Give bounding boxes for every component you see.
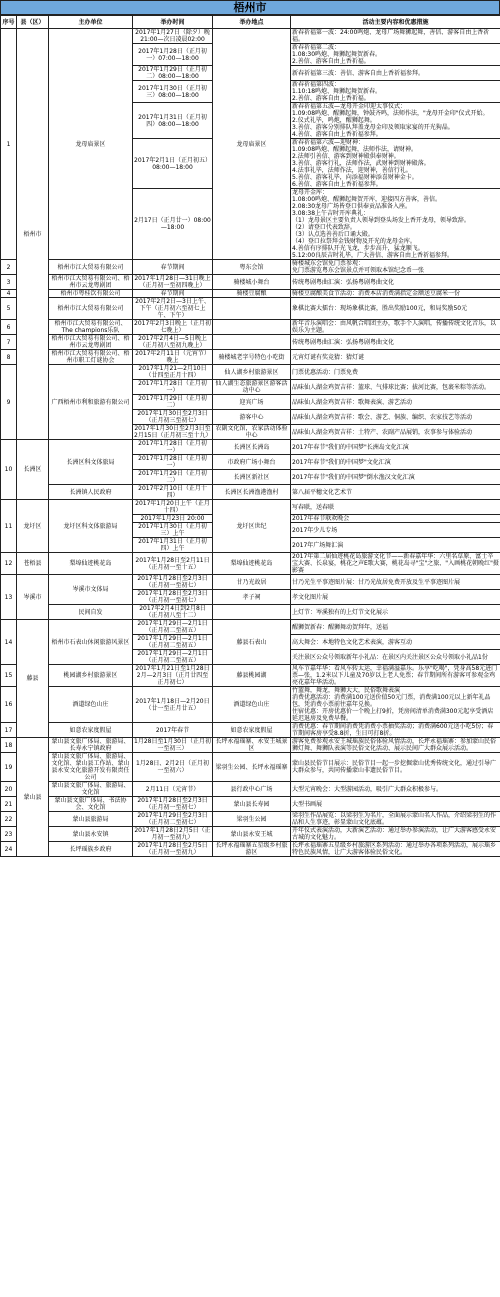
time-cell: 2017年2月2日—3日上午、下午（正月初六至初七上午、下午） bbox=[133, 298, 213, 320]
org-cell: 蒙山县文旅广体局、旅游局、文化馆 bbox=[49, 782, 133, 797]
county-cell: 苍梧县 bbox=[17, 553, 49, 575]
table-row bbox=[1, 275, 500, 290]
table-row bbox=[1, 723, 500, 738]
time-cell: 2017年1月29日（正月初二） bbox=[133, 470, 213, 485]
schedule-table bbox=[0, 15, 500, 857]
content-cell: 蒙山县民俗节目展示：民俗节目一起一步挖掘蒙山优秀传统文化，通过引导广大群众参与，共同传播蒙山非遗民俗节目。 bbox=[291, 753, 500, 782]
content-cell: 关注景区公众号领取新年小礼品：在景区内关注景区公众号领取小礼品1份 bbox=[291, 650, 500, 665]
seq-cell: 23 bbox=[1, 827, 17, 842]
seq-cell: 8 bbox=[1, 350, 17, 365]
content-cell: 长坪永福瑶寨五星级乡村旅游区系列活动：通过举办各项系列活动，展示瑶乡特色民族风情，让广大游客体验民俗文化。 bbox=[291, 842, 500, 857]
time-cell: 1月28日、2月2日（正月初一至初六） bbox=[133, 753, 213, 782]
time-cell: 2017年1月28日至2月3日（正月初一至初七） bbox=[133, 590, 213, 605]
time-cell: 2017年1月29日—2月1日（正月初二至初五） bbox=[133, 620, 213, 635]
org-cell: 蒙山县文旅广体局、书法协会、文化馆 bbox=[49, 797, 133, 812]
schedule-body bbox=[1, 29, 500, 857]
place-cell: 长坪永福瑶寨五星级乡村旅游区 bbox=[213, 842, 291, 857]
time-cell: 2017年1月31日（正月初四）08:00—18:00 bbox=[133, 103, 213, 139]
content-cell: 大型元宵晚会：大型游园活动，吸引广大群众积极参与。 bbox=[291, 782, 500, 797]
seq-cell: 4 bbox=[1, 290, 17, 298]
seq-cell: 9 bbox=[1, 365, 17, 440]
seq-cell: 7 bbox=[1, 335, 17, 350]
seq-cell: 2 bbox=[1, 260, 17, 275]
content-cell: 大型书画展 bbox=[291, 797, 500, 812]
time-cell: 2017年1月31日（正月初四）上午 bbox=[133, 538, 213, 553]
org-cell: 梧州市江大贸易有限公司、梧州市云龙粤剧团 bbox=[49, 335, 133, 350]
content-cell: 品味仙人湖金鸡贺吉祥：土特产、农副产品展销，农事参与体验活动 bbox=[291, 425, 500, 440]
org-cell: 岑溪市文体局 bbox=[49, 575, 133, 605]
county-cell: 蒙山县 bbox=[17, 738, 49, 857]
time-cell: 2017年2月3日晚上（正月初七晚上） bbox=[134, 320, 211, 334]
content-cell: 2017年少儿专场 bbox=[291, 523, 500, 538]
time-cell: 2017年1月28日（正月初一）07:00—18:00 bbox=[133, 44, 213, 66]
seq-cell: 15 bbox=[1, 665, 17, 687]
content-cell: 新春祈福第六波—迎财神： 1.09:08鸣炮、醒狮起舞，法师作法，请财神。 2.法师引善信、游客到财神殿供奉财神。 3.善信、游客行礼，法师作法，武财神到财神殿落。 4.法事礼毕，法师作法，迎财神，善信行礼。 5.善信、游客礼毕，向添福财神添喜财神金卡。 6.善信、游客自由上香祈福参拜。 bbox=[291, 139, 500, 189]
time-cell: 2017年2月4日—5日晚上（正月初八至初九晚上） bbox=[133, 335, 213, 350]
time-cell: 2017年1月28日（正月初一） bbox=[133, 440, 213, 455]
content-cell: 传统粤剧粤曲汇演：弘扬粤剧粤曲文化 bbox=[291, 335, 500, 350]
table-row bbox=[1, 620, 500, 635]
content-cell: 消费优惠：春节期间消费凭消费小票抽奖活动；消费满600元送小吃5份；春节期间客房享受8.8折，生日可打8折。 bbox=[291, 723, 500, 738]
seq-cell: 20 bbox=[1, 782, 17, 797]
content-cell: 新春祈福第二波： 1.08:30鸣炮、舞狮起舞贺新春。 2.善信、游客自由上香祈福。 bbox=[291, 44, 500, 66]
org-cell: 蒙山县永安镇 bbox=[49, 827, 133, 842]
content-cell: 新春祈福第三波：善信、游客自由上香祈福参拜。 bbox=[291, 66, 500, 81]
org-cell: 桃园湖乡村旅游景区 bbox=[49, 665, 133, 687]
table-row bbox=[1, 365, 500, 380]
place-cell: 甘乃光故居 bbox=[213, 575, 291, 590]
place-cell: 藤县桃园湖 bbox=[213, 665, 291, 687]
org-cell: 梨埠仙迹桃花岛 bbox=[49, 553, 133, 575]
org-cell: 梧州市江大贸易有限公司、The champions乐队 bbox=[49, 320, 133, 335]
content-cell: 2017年春节联欢晚会 bbox=[291, 515, 500, 523]
county-cell: 龙圩区 bbox=[17, 500, 49, 553]
place-cell: 迎宾广场 bbox=[213, 395, 291, 410]
place-cell: 游客中心 bbox=[213, 410, 291, 425]
seq-cell: 17 bbox=[1, 723, 17, 738]
content-cell: 2017年第二届仙迹桃花岛旅游文化节——新春嘉年华：六里名草原、富士辛宝大赛、长泉宴，桃花之声E歌大赛，桃花岛寻"宝"之旅、"入画桃花朝晚红"摄影赛 bbox=[292, 553, 499, 574]
time-cell: 2017年1月21—2月10日（廿四至正月十四） bbox=[133, 365, 213, 380]
place-cell bbox=[213, 320, 291, 335]
place-cell: 骑楼城小舞台 bbox=[213, 275, 291, 290]
content-cell: 2017年广场舞汇演 bbox=[291, 538, 500, 553]
place-cell: 蒙山县永安王城 bbox=[213, 827, 291, 842]
place-cell bbox=[213, 605, 291, 620]
content-cell: 第八届平穗文化艺术节 bbox=[291, 485, 500, 500]
time-cell: 2017年1月28日—31日晚上（正月初一至初四晚上） bbox=[134, 275, 211, 289]
time-cell: 2017年1月28日（正月初一） bbox=[133, 455, 213, 470]
org-cell: 如意农家度假屋 bbox=[49, 723, 133, 738]
content-cell: 龙母开金库： 1.08:00鸣炮、醒狮起舞贺开库，迎接四方善客，善信。 2.08:30龙母广场皆登口供奉贡品准备入座。 3.08:38上午吉时开库典礼： （1）龙母景区主要负责人领导到登头场发上香开龙母，领导致辞。 （2）请登口代表致辞。 （3）认点选善善后口诵大殿。 （4）登口拉祭拜金钱财物及开光的龙母金库。 4.善信有序排队开光飞龙，步步高升，猛龙顺飞。 5.12:00良辰吉时礼毕，广大善信、游客自由上香祈福参拜。 bbox=[291, 189, 500, 260]
content-cell: 2017年春节"我们的中国梦"长洲岛文化汇演 bbox=[291, 440, 500, 455]
place-cell: 龙母庙景区 bbox=[213, 29, 291, 260]
seq-cell: 21 bbox=[1, 797, 17, 812]
time-cell: 2017年1月30日（正月初三）08:00—18:00 bbox=[133, 81, 213, 103]
place-cell: 梁羽生公园、长坪永福瑶寨 bbox=[213, 753, 291, 782]
time-cell: 2017年1月29日—2月1日（正月初二至初五） bbox=[133, 650, 213, 665]
content-cell: 游客免费参观永安王城瑶族民俗体验风情活动，长坪永福瑶寨：参加蒙山民俗狮灯舞、舞狮队表演等民俗文化活动、展示民间广大群众展示活动。 bbox=[291, 738, 500, 753]
place-cell: 长洲区长洲渔港渔村 bbox=[213, 485, 291, 500]
org-cell: 长洲镇人民政府 bbox=[49, 485, 133, 500]
table-row bbox=[1, 260, 500, 275]
time-cell: 2017年1月28日2月5日（正月初一至初九） bbox=[134, 827, 211, 841]
table-row bbox=[1, 553, 500, 575]
header-org: 主办单位 bbox=[49, 16, 133, 29]
org-cell: 蒙山县旅游局 bbox=[49, 812, 133, 827]
table-row bbox=[1, 827, 500, 842]
content-cell: 风车节嘉年华：看风车转太运，幸福满溢嘉乐。乐享"吃喝"，凭身高58元进门票—张，1.2米以下儿童及70岁以上老人免票；春节期间所有游客可参观金鸡亮花嘉年华活动。 bbox=[291, 665, 500, 687]
content-cell: 骑楼豆腐酿美食节活动：消费本店消费满指定金额送豆腐米一份 bbox=[291, 290, 500, 298]
content-cell: 新春祈福第一波：24:00鸣炮、龙母广场舞狮起舞，善信、游客自由上香祈福。 bbox=[291, 29, 500, 44]
content-cell: 传统粤剧粤曲汇演：弘扬粤剧粤曲文化 bbox=[291, 275, 500, 290]
seq-cell: 1 bbox=[1, 29, 17, 260]
time-cell: 2017年2月10日（正月十四） bbox=[133, 485, 213, 500]
seq-cell: 6 bbox=[1, 320, 17, 335]
content-cell: 门票优惠活动：门票免费 bbox=[291, 365, 500, 380]
content-cell: 甘乃光生平事迹图片展：甘乃光故居免费开放及生平事迹图片展 bbox=[291, 575, 500, 590]
table-row bbox=[1, 290, 500, 298]
org-cell: 蒙山县文旅广体局、旅游局、文化馆、蒙山县工作站、蒙山县永安文化旅游开发有限责任公司 bbox=[49, 753, 133, 782]
table-row bbox=[1, 440, 500, 455]
org-cell: 广西梧州市利和旅游有限公司 bbox=[49, 365, 133, 440]
place-cell: 藤县石表山 bbox=[213, 620, 291, 665]
content-cell: 元宵灯谜有奖竞猜：猜灯谜 bbox=[291, 350, 500, 365]
time-cell: 2017年1月30日至2月3日至2月15日（正月初三至十九） bbox=[134, 425, 212, 439]
place-cell: 农副文化馆，农家活动体验中心 bbox=[213, 425, 291, 440]
content-cell: 高大舞会：本地特色文化艺术表演，游客互动 bbox=[291, 635, 500, 650]
time-cell: 春节期间 bbox=[133, 260, 213, 275]
seq-cell: 14 bbox=[1, 620, 17, 665]
content-cell: 骑楼城东会馆免门票参观： 免门票游览粤东会馆景点并可领取本馆纪念币一张 bbox=[291, 260, 500, 275]
time-cell: 2017年春节 bbox=[133, 723, 213, 738]
time-cell: 2017年2月1日（正月初五）08:00—18:00 bbox=[133, 139, 213, 189]
time-cell: 2017年1月28日至2月5日（正月初一至初九） bbox=[133, 842, 213, 857]
place-cell: 骑楼城老字号特色小吃街 bbox=[213, 350, 291, 365]
time-cell: 2月11日（元宵节） bbox=[133, 782, 213, 797]
org-cell: 梧州市江大贸易有限公司、梧州市职工灯谜协会 bbox=[49, 350, 133, 365]
table-row bbox=[1, 350, 500, 365]
time-cell: 春节期间 bbox=[133, 290, 213, 298]
seq-cell: 10 bbox=[1, 440, 17, 500]
page-title: 梧州市 bbox=[0, 0, 500, 15]
seq-cell: 16 bbox=[1, 687, 17, 723]
county-cell: 岑溪市 bbox=[17, 575, 49, 620]
time-cell: 1月28日至1月30日（正月初一至初三） bbox=[134, 738, 211, 752]
table-row bbox=[1, 575, 500, 590]
header-content: 活动主要内容和优惠措施 bbox=[291, 16, 500, 29]
time-cell: 2017年1月20日上午（正月十四） bbox=[133, 500, 213, 515]
table-row bbox=[1, 485, 500, 500]
table-row bbox=[1, 335, 500, 350]
table-row bbox=[1, 298, 500, 320]
org-cell: 梧州市江大贸易有限公司 bbox=[49, 260, 133, 275]
table-row bbox=[1, 753, 500, 782]
seq-cell: 11 bbox=[1, 500, 17, 553]
content-cell: 写春联，送春联 bbox=[291, 500, 500, 515]
org-cell: 酒道绿色山庄 bbox=[49, 687, 133, 723]
table-row bbox=[1, 320, 500, 335]
table-row bbox=[1, 665, 500, 687]
time-cell: 2017年1月18日—2月20日（廿一至正月廿五） bbox=[133, 687, 213, 723]
place-cell: 市政府广场小舞台 bbox=[213, 455, 291, 470]
org-cell: 蒙山县文旅广体局、旅游局、长寿永宁镇政府 bbox=[49, 738, 133, 753]
header-county: 县（区） bbox=[17, 16, 49, 29]
place-cell bbox=[213, 298, 291, 320]
content-cell: 梁羽生作品展览：以梁羽生为名片，全面展示蒙山名人作品，介绍梁羽生的作品和人生事迹，彰显蒙山文化底蕴。 bbox=[291, 812, 500, 827]
content-cell: 开年仪式表演活动，大新演艺活动：通过举办参演活动，让广大游客感受永安古城的文化魅力。 bbox=[291, 827, 500, 842]
content-cell: 醒狮贺新春：醒狮舞动贺拜年，送福 bbox=[291, 620, 500, 635]
place-cell: 梁羽生公园 bbox=[213, 812, 291, 827]
table-row bbox=[1, 500, 500, 515]
org-cell: 龙圩区科文体旅游局 bbox=[49, 500, 133, 553]
header-row bbox=[1, 16, 500, 29]
table-row bbox=[1, 605, 500, 620]
place-cell: 长坪永福瑶寨、永安王城景区 bbox=[213, 738, 291, 753]
table-row bbox=[1, 812, 500, 827]
time-cell: 2017年1月28日至2月11日（正月初一至十五） bbox=[133, 553, 213, 575]
place-cell: 蒙山县长寿园 bbox=[213, 797, 291, 812]
seq-cell: 3 bbox=[1, 275, 17, 290]
org-cell: 长坪瑶族乡政府 bbox=[49, 842, 133, 857]
content-cell: 新春祈福第四波： 1.10:18鸣炮、舞狮起舞贺新春。 2.善信、游客自由上香祈福。 bbox=[291, 81, 500, 103]
org-cell: 民间自发 bbox=[49, 605, 133, 620]
content-cell: 品味仙人湖金鸡贺吉祥：歌会、游艺、侗族、编织、农家技艺等活动 bbox=[291, 410, 500, 425]
seq-cell: 24 bbox=[1, 842, 17, 857]
header-place: 举办地点 bbox=[213, 16, 291, 29]
seq-cell: 5 bbox=[1, 298, 17, 320]
content-cell: 新春祈福第五波—龙母开金印迎太事仪式： 1.09:08鸣炮、醒狮起舞，钟鼓齐鸣，法师作法，"龙母开金印"仪式开始。 2.仪式礼毕，鸣炮，醒狮起舞。 3.善信、游客分别排队拜盖龙母金印及领取家宴的开光狗晶。 4.善信、游客自由上香祈福参拜。 bbox=[291, 103, 500, 139]
org-cell: 梧州市粤桂饮有限公司 bbox=[49, 290, 133, 298]
time-cell: 2017年1月21日至1月28日2月—2月3日（正月廿四至正月初七） bbox=[133, 665, 213, 687]
content-cell: 品味仙人湖金鸡贺吉祥：歌舞表演、游艺活动 bbox=[291, 395, 500, 410]
place-cell: 孝子祠 bbox=[213, 590, 291, 605]
time-cell: 2017年1月29日（正月初二） bbox=[133, 395, 213, 410]
time-cell: 2017年1月29日至2月3日（正月初二至初七） bbox=[133, 812, 213, 827]
content-cell: 竹篮舞，舞龙，舞狮大大，民俗歌舞表演 消费优惠活动：消费满100元送价值50元门票，消费满100元以上新年礼品包，凭消费小票前往嘉年兑换。 住宿优惠：开房优惠价一个晚上打9折，凭房间清单消费满300元起享受酒店延迟退房及免费早餐。 bbox=[291, 687, 500, 723]
county-cell: 藤县 bbox=[17, 620, 49, 738]
table-row bbox=[1, 687, 500, 723]
place-cell: 长洲区长洲岛 bbox=[213, 440, 291, 455]
header-seq: 序号 bbox=[1, 16, 17, 29]
table-row bbox=[1, 782, 500, 797]
county-cell: 长洲区 bbox=[17, 440, 49, 500]
table-row bbox=[1, 738, 500, 753]
place-cell: 县行政中心广场 bbox=[213, 782, 291, 797]
org-cell: 梧州市石表山休闲旅游风景区 bbox=[49, 620, 133, 665]
time-cell: 2017年1月30日至2月3日（正月初三至初七） bbox=[133, 410, 213, 425]
place-cell: 仙人湖乡村旅游景区 bbox=[213, 365, 291, 380]
place-cell: 酒道绿色山庄 bbox=[213, 687, 291, 723]
place-cell: 梨埠仙迹桃花岛 bbox=[213, 553, 291, 575]
seq-cell: 19 bbox=[1, 753, 17, 782]
place-cell: 仙人湖生态旅游景区游客活动中心 bbox=[213, 380, 291, 395]
time-cell: 2017年1月28日至2月3日（正月初一至初七） bbox=[133, 575, 213, 590]
place-cell: 骑楼豆腐酿 bbox=[213, 290, 291, 298]
time-cell: 2017年1月29日（正月初二）08:00—18:00 bbox=[133, 66, 213, 81]
org-cell: 梧州市江大贸易有限公司、梧州市云龙粤剧团 bbox=[49, 275, 133, 290]
time-cell: 2017年1月23日 20:00 bbox=[133, 515, 213, 523]
place-cell: 长洲区新社区 bbox=[213, 470, 291, 485]
time-cell: 2017年2月4日到2月8日（正月初八至十二） bbox=[133, 605, 213, 620]
content-cell: 上灯节：岑溪独有的上灯节文化展示 bbox=[291, 605, 500, 620]
org-cell: 梧州市江大贸易有限公司 bbox=[49, 298, 133, 320]
time-cell: 2017年1月27日（除夕）晚21:00—次日凌晨02:00 bbox=[133, 29, 213, 44]
seq-cell: 22 bbox=[1, 812, 17, 827]
time-cell: 2017年2月11日（元宵节）晚上 bbox=[133, 350, 213, 365]
table-row bbox=[1, 797, 500, 812]
place-cell: 如意农家度假屋 bbox=[213, 723, 291, 738]
time-cell: 2017年1月29日—2月1日（正月初二至初五） bbox=[133, 635, 213, 650]
time-cell: 2017年1月28日（正月初一） bbox=[133, 380, 213, 395]
org-cell: 长洲区科文体旅局 bbox=[49, 440, 133, 485]
content-cell: 品味仙人湖金鸡贺吉祥：篮球、气排球比赛；拔河比赛，包裹米粽等活动。 bbox=[291, 380, 500, 395]
content-cell: 象棋比赛大擂台：现场象棋比赛，胜出奖励100元，和局奖励50元 bbox=[291, 298, 500, 320]
table-row bbox=[1, 842, 500, 857]
place-cell: 粤东会馆 bbox=[213, 260, 291, 275]
time-cell: 2017年1月28日至2月3日（正月初一至初七） bbox=[133, 797, 213, 812]
content-cell: 新年音乐演唱会：由风帆合唱团主办，歌手个人演唱，传播传统文化音乐，以娱乐为主题。 bbox=[291, 320, 500, 335]
time-cell: 2017年1月30日（正月初三）上午 bbox=[133, 523, 213, 538]
county-cell: 梧州市 bbox=[17, 29, 49, 440]
seq-cell: 13 bbox=[1, 575, 17, 620]
time-cell: 2月17日（正月廿一）08:00—18:00 bbox=[133, 189, 213, 260]
content-cell: 2017年春节"我们的中国梦"文化汇演 bbox=[291, 455, 500, 470]
header-time: 举办时间 bbox=[133, 16, 213, 29]
seq-cell: 18 bbox=[1, 738, 17, 753]
place-cell bbox=[213, 335, 291, 350]
seq-cell: 12 bbox=[1, 553, 17, 575]
place-cell: 龙圩区世纪 bbox=[213, 500, 291, 553]
org-cell: 龙母庙景区 bbox=[49, 29, 133, 260]
content-cell: 2017年春节"我们的中国梦"倒水渔汉文化汇演 bbox=[291, 470, 500, 485]
content-cell: 孝文化图片展 bbox=[291, 590, 500, 605]
table-row bbox=[1, 29, 500, 44]
